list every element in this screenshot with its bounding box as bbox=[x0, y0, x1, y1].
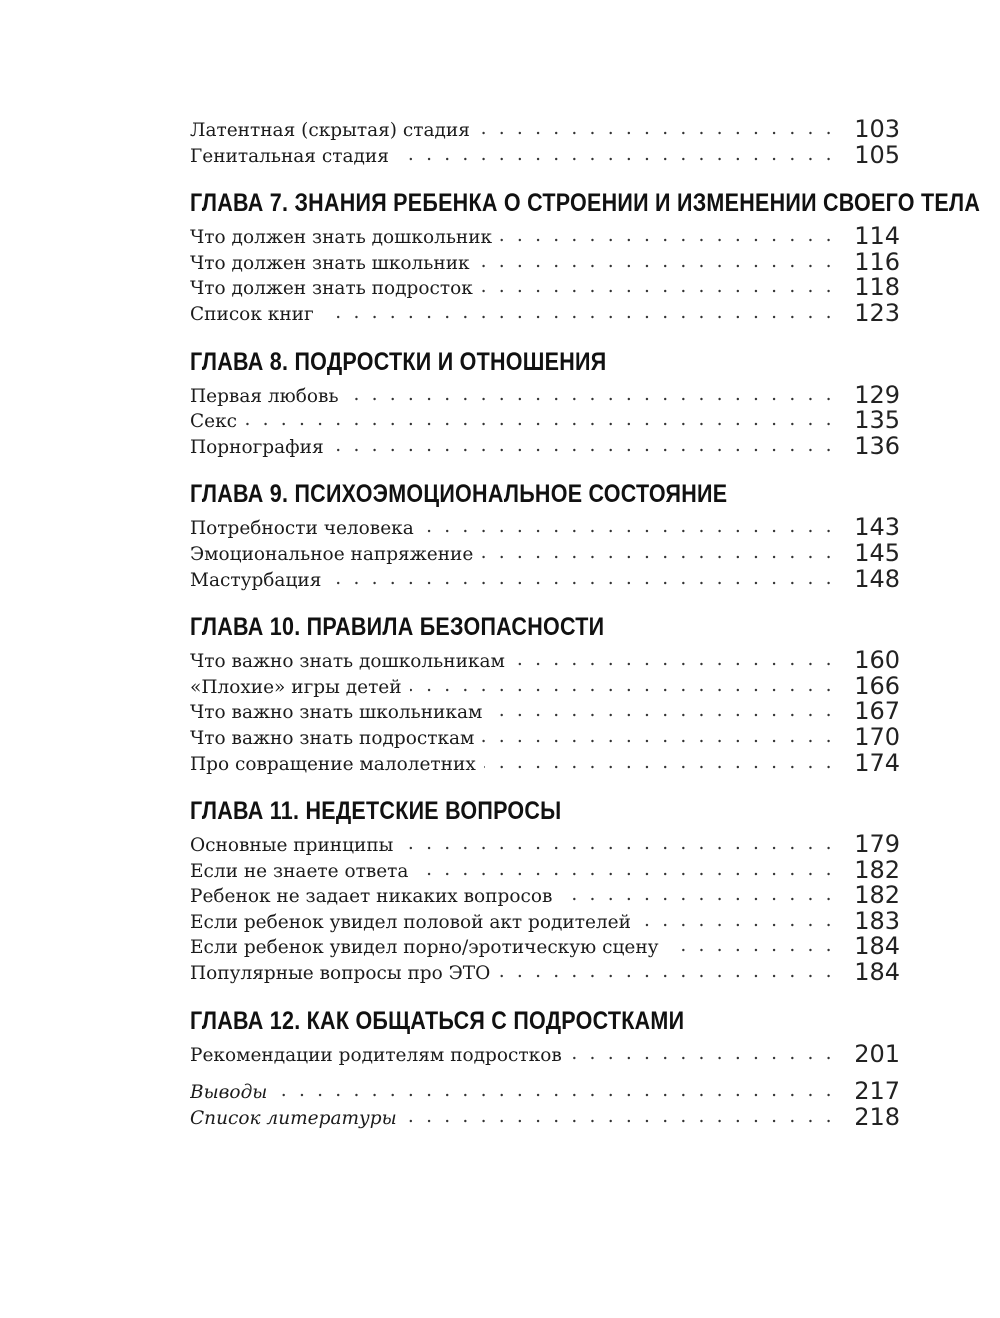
entry-title: Если ребенок увидел порно/эротическую сцену bbox=[190, 937, 667, 959]
page-number: 123 bbox=[854, 300, 900, 327]
toc-entry-bibliography bbox=[190, 1105, 900, 1131]
toc-entry-conclusions bbox=[190, 1079, 900, 1105]
entry-title: Что должен знать дошкольник bbox=[190, 227, 500, 249]
dot-leader bbox=[190, 1080, 834, 1102]
toc-entry bbox=[190, 117, 900, 143]
page-number: 183 bbox=[854, 908, 900, 935]
page-number: 184 bbox=[854, 960, 900, 986]
chapter-heading-11: ГЛАВА 11. НЕДЕТСКИЕ ВОПРОСЫ bbox=[190, 797, 562, 826]
entry-title: Если не знаете ответа bbox=[190, 861, 416, 883]
entry-title: Список книг bbox=[190, 304, 322, 326]
page-number: 103 bbox=[854, 117, 900, 143]
page-number: 174 bbox=[854, 750, 900, 777]
toc-entry bbox=[190, 725, 900, 751]
toc-entry bbox=[190, 408, 900, 434]
toc-entry bbox=[190, 934, 900, 960]
entry-title: Латентная (скрытая) стадия bbox=[190, 120, 478, 142]
entry-title: Порнография bbox=[190, 437, 332, 459]
toc-entry bbox=[190, 275, 900, 301]
page-number: 166 bbox=[854, 673, 900, 700]
entry-title: Ребенок не задает никаких вопросов bbox=[190, 886, 560, 908]
page-number: 118 bbox=[854, 275, 900, 301]
toc-entry bbox=[190, 1042, 900, 1068]
page-number: 136 bbox=[854, 433, 900, 460]
toc-entry bbox=[190, 143, 900, 169]
entry-title: Мастурбация bbox=[190, 570, 329, 592]
toc-entry bbox=[190, 674, 900, 700]
toc-entry bbox=[190, 250, 900, 276]
page-number: 182 bbox=[854, 883, 900, 909]
entry-title: Что должен знать подросток bbox=[190, 278, 481, 300]
toc-entry bbox=[190, 699, 900, 725]
page-number: 148 bbox=[854, 566, 900, 593]
toc-entry bbox=[190, 541, 900, 567]
toc-entry bbox=[190, 224, 900, 250]
entry-title: Выводы bbox=[190, 1082, 275, 1104]
toc-entry bbox=[190, 515, 900, 541]
entry-title: Про совращение малолетних bbox=[190, 754, 484, 776]
toc-entry bbox=[190, 832, 900, 858]
table-of-contents bbox=[190, 117, 981, 1131]
page-number: 135 bbox=[854, 408, 900, 434]
entry-title: Основные принципы bbox=[190, 835, 401, 857]
toc-entry bbox=[190, 383, 900, 409]
chapter-heading-10: ГЛАВА 10. ПРАВИЛА БЕЗОПАСНОСТИ bbox=[190, 613, 605, 642]
entry-title: Рекомендации родителям подростков bbox=[190, 1045, 570, 1067]
toc-entry bbox=[190, 883, 900, 909]
toc-entry bbox=[190, 567, 900, 593]
toc-entry bbox=[190, 960, 900, 986]
entry-title: Если ребенок увидел половой акт родителей bbox=[190, 912, 639, 934]
page-number: 105 bbox=[854, 142, 900, 169]
entry-title: Первая любовь bbox=[190, 386, 347, 408]
page-number: 143 bbox=[854, 515, 900, 541]
page-number: 170 bbox=[854, 724, 900, 751]
toc-entry bbox=[190, 434, 900, 460]
page-number: 129 bbox=[854, 382, 900, 409]
toc-entry bbox=[190, 301, 900, 327]
entry-title: «Плохие» игры детей bbox=[190, 677, 410, 699]
page-number: 114 bbox=[854, 224, 900, 250]
page-number: 201 bbox=[854, 1041, 900, 1068]
chapter-heading-7: ГЛАВА 7. ЗНАНИЯ РЕБЕНКА О СТРОЕНИИ И ИЗМЕНЕНИИ СВОЕГО ТЕЛА bbox=[190, 189, 981, 218]
page-number: 160 bbox=[854, 648, 900, 674]
entry-title: Что должен знать школьник bbox=[190, 253, 478, 275]
entry-title: Список литературы bbox=[190, 1108, 405, 1130]
entry-title: Генитальная стадия bbox=[190, 146, 397, 168]
toc-entry bbox=[190, 909, 900, 935]
intro-entries bbox=[190, 117, 900, 168]
page-number: 218 bbox=[854, 1104, 900, 1131]
entry-title: Популярные вопросы про ЭТО bbox=[190, 963, 498, 985]
closing-entries bbox=[190, 1079, 900, 1130]
chapter-heading-12: ГЛАВА 12. КАК ОБЩАТЬСЯ С ПОДРОСТКАМИ bbox=[190, 1006, 685, 1035]
page-number: 116 bbox=[854, 249, 900, 276]
page-number: 179 bbox=[854, 832, 900, 858]
toc-entry bbox=[190, 648, 900, 674]
page-number: 184 bbox=[854, 934, 900, 961]
chapter-heading-9: ГЛАВА 9. ПСИХОЭМОЦИОНАЛЬНОЕ СОСТОЯНИЕ bbox=[190, 480, 728, 509]
page-number: 145 bbox=[854, 540, 900, 567]
entry-title: Что важно знать дошкольникам bbox=[190, 651, 513, 673]
dot-leader bbox=[190, 409, 834, 431]
page-number: 167 bbox=[854, 699, 900, 725]
page-number: 217 bbox=[854, 1079, 900, 1105]
toc-entry bbox=[190, 751, 900, 777]
toc-entry bbox=[190, 858, 900, 884]
entry-title: Эмоциональное напряжение bbox=[190, 544, 481, 566]
chapter-heading-8: ГЛАВА 8. ПОДРОСТКИ И ОТНОШЕНИЯ bbox=[190, 347, 607, 376]
entry-title: Потребности человека bbox=[190, 518, 422, 540]
entry-title: Что важно знать подросткам bbox=[190, 728, 482, 750]
entry-title: Что важно знать школьникам bbox=[190, 702, 490, 724]
page-number: 182 bbox=[854, 857, 900, 884]
entry-title: Секс bbox=[190, 411, 245, 433]
